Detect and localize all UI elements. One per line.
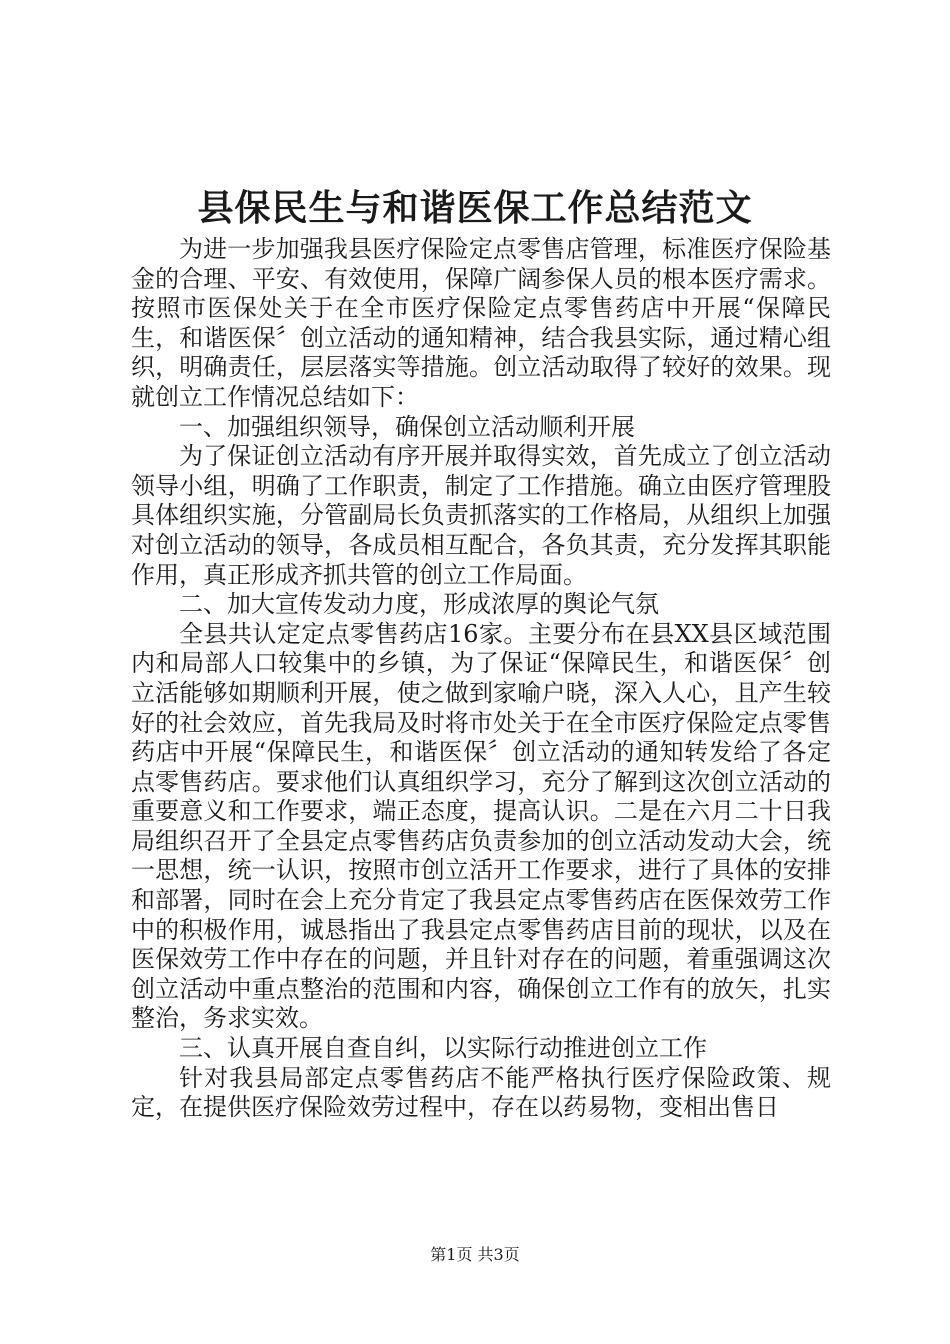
section-paragraph-2: 全县共认定定点零售药店16家。主要分布在县XX县区域范围内和局部人口较集中的乡镇，为了保证“保障民生，和谐医保〞创立活能够如期顺利开展，使之做到家喻户晓，深入人心，且产生较好的社会效应，首先我局及时将市处关于在全市医疗保险定点零售药店中开展“保障民生，和谐医保〞创立活动的通知转发给了各定点零售药店。要求他们认真组织学习，充分了解到这次创立活动的重要意义和工作要求，端正态度，提高认识。二是在六月二十日我局组织召开了全县定点零售药店负责参加的创立活动发动大会，统一思想，统一认识，按照市创立活开工作要求，进行了具体的安排和部署，同时在会上充分肯定了我县定点零售药店在医保效劳工作中的积极作用，诚恳指出了我县定点零售药店目前的现状，以及在医保效劳工作中存在的问题，并且针对存在的问题，着重强调这次创立活动中重点整治的范围和内容，确保创立工作有的放矢，扎实整治，务求实效。 bbox=[131, 619, 831, 1033]
section-paragraph-1: 为了保证创立活动有序开展并取得实效，首先成立了创立活动领导小组，明确了工作职责，制定了工作措施。确立由医疗管理股具体组织实施，分管副局长负责抓落实的工作格局，从组织上加强对创立活动的领导，各成员相互配合，各负其责，充分发挥其职能作用，真正形成齐抓共管的创立工作局面。 bbox=[131, 442, 831, 589]
page-footer: 第1页 共3页 bbox=[430, 1245, 520, 1264]
section-heading-2: 二、加大宣传发动力度，形成浓厚的舆论气氛 bbox=[179, 590, 659, 619]
intro-paragraph: 为进一步加强我县医疗保险定点零售店管理，标准医疗保险基金的合理、平安、有效使用，保障广阔参保人员的根本医疗需求。按照市医保处关于在全市医疗保险定点零售药店中开展“保障民生，和谐医保〞创立活动的通知精神，结合我县实际，通过精心组织，明确责任，层层落实等措施。创立活动取得了较好的效果。现就创立工作情况总结如下： bbox=[131, 235, 831, 411]
section-heading-1: 一、加强组织领导，确保创立活动顺利开展 bbox=[179, 412, 635, 441]
document-title: 县保民生与和谐医保工作总结范文 bbox=[197, 187, 753, 229]
section-heading-3: 三、认真开展自查自纠，以实际行动推进创立工作 bbox=[179, 1034, 707, 1063]
section-paragraph-3: 针对我县局部定点零售药店不能严格执行医疗保险政策、规定，在提供医疗保险效劳过程中，存在以药易物，变相出售日 bbox=[131, 1063, 831, 1122]
document-body bbox=[131, 235, 831, 1123]
